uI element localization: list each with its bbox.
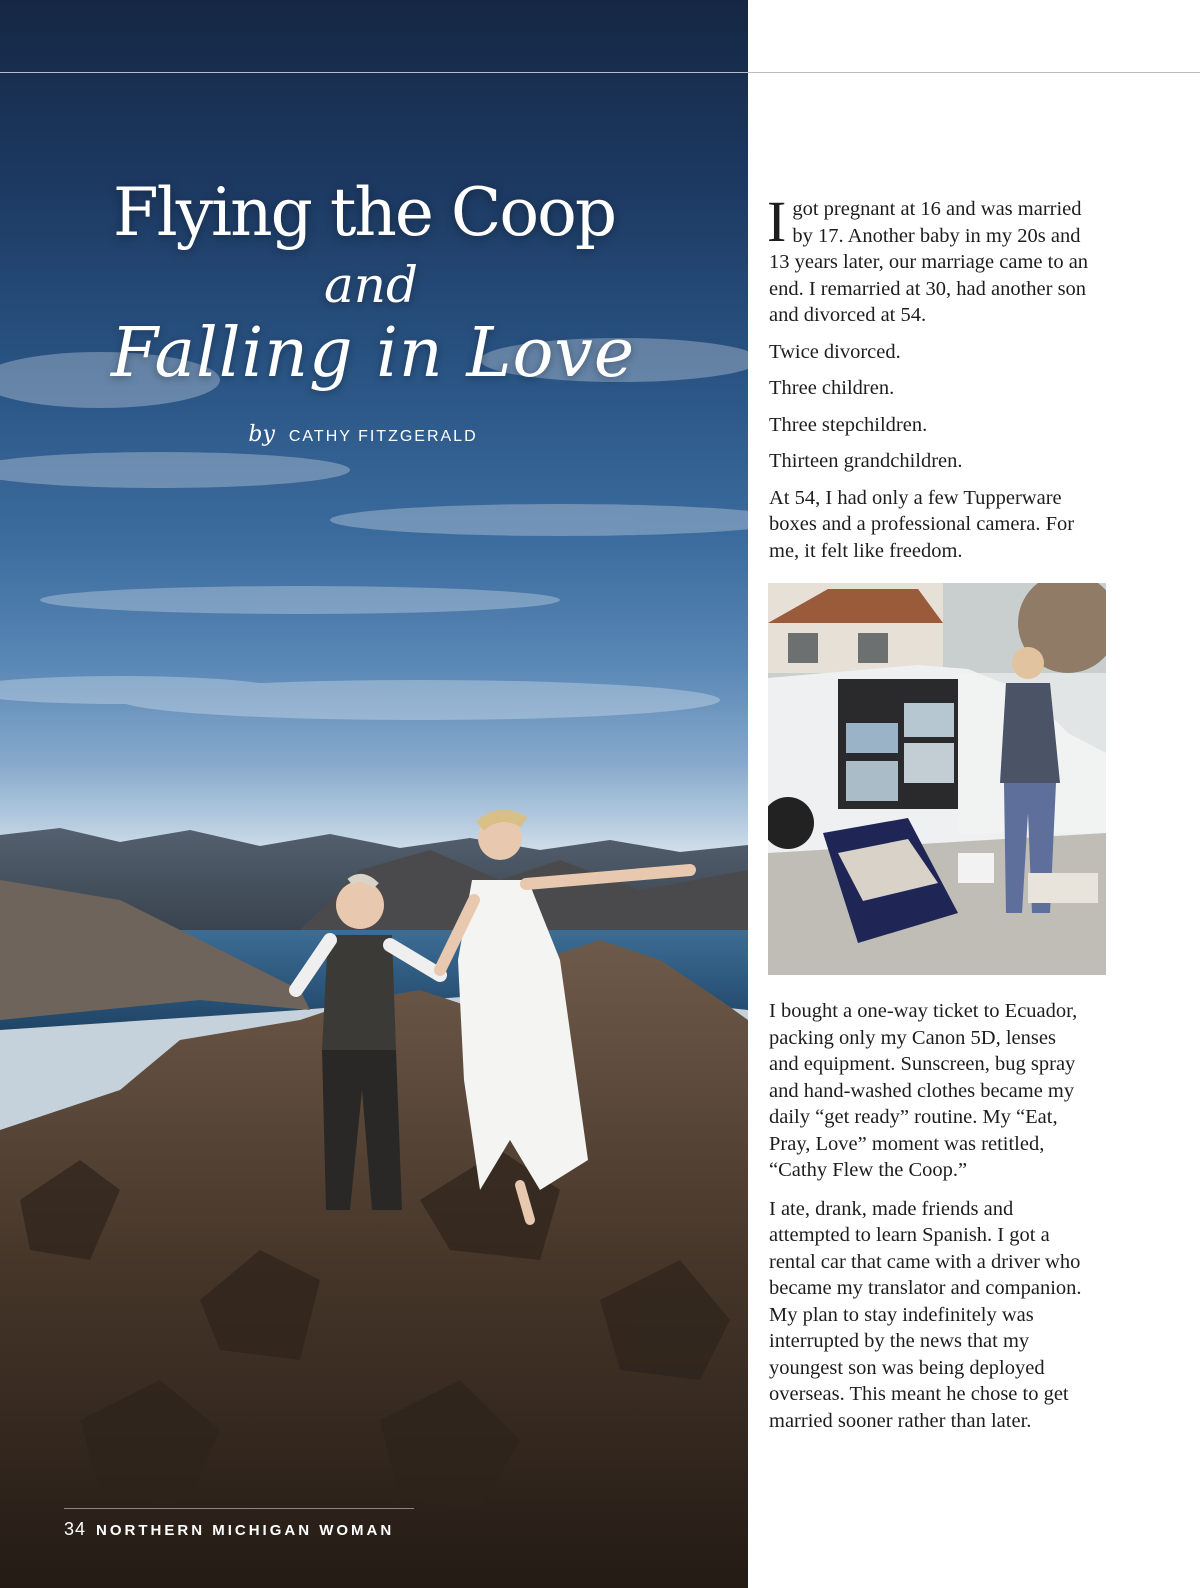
article-title-block [0,174,748,447]
packing-car-illustration [768,583,1106,975]
article-body-bottom [769,998,1089,1446]
page-folio [64,1508,414,1540]
article-title-subtitle: Falling in Love [110,314,636,393]
paragraph: Three stepchildren. [769,413,928,436]
top-divider [0,72,1200,73]
paragraph: Twice divorced. [769,340,901,363]
inset-photo [768,583,1106,975]
byline [0,422,748,447]
opening-paragraph-text: got pregnant at 16 and was married by 17. Another baby in my 20s and 13 years later, our marriage came to an end. I remarried at 30, had another son and divorced at 54. [769,198,1089,326]
opening-paragraph [767,189,1089,329]
paragraph: Three children. [769,377,895,399]
magazine-name: NORTHERN MICHIGAN WOMAN [96,1522,395,1539]
article-title-and: and [323,256,419,314]
article-title: Flying the Coop [112,174,616,251]
byline-prefix: by [248,421,275,447]
paragraph: I ate, drank, made friends and attempted to learn Spanish. I got a rental car that came with a driver who became my translator and companion. My plan to stay indefinitely was interrupted by the news that my youngest son was being deployed overseas. This meant he chose to get married sooner rather than later. [769,1197,1082,1432]
paragraph: At 54, I had only a few Tupperware boxes and a professional camera. For me, it felt like freedom. [769,486,1075,562]
paragraph: I bought a one-way ticket to Ecuador, packing only my Canon 5D, lenses and equipment. Sunscreen, bug spray and hand-washed clothes became my daily “get ready” routine. My “Eat, Pray, Love” moment was retitled, “Cathy Flew the Coop.” [769,1000,1078,1181]
page-number: 34 [64,1519,87,1539]
byline-author: CATHY FITZGERALD [288,427,478,445]
drop-cap: I [767,189,787,254]
article-body-top [767,189,1089,574]
paragraph: Thirteen grandchildren. [769,450,963,472]
